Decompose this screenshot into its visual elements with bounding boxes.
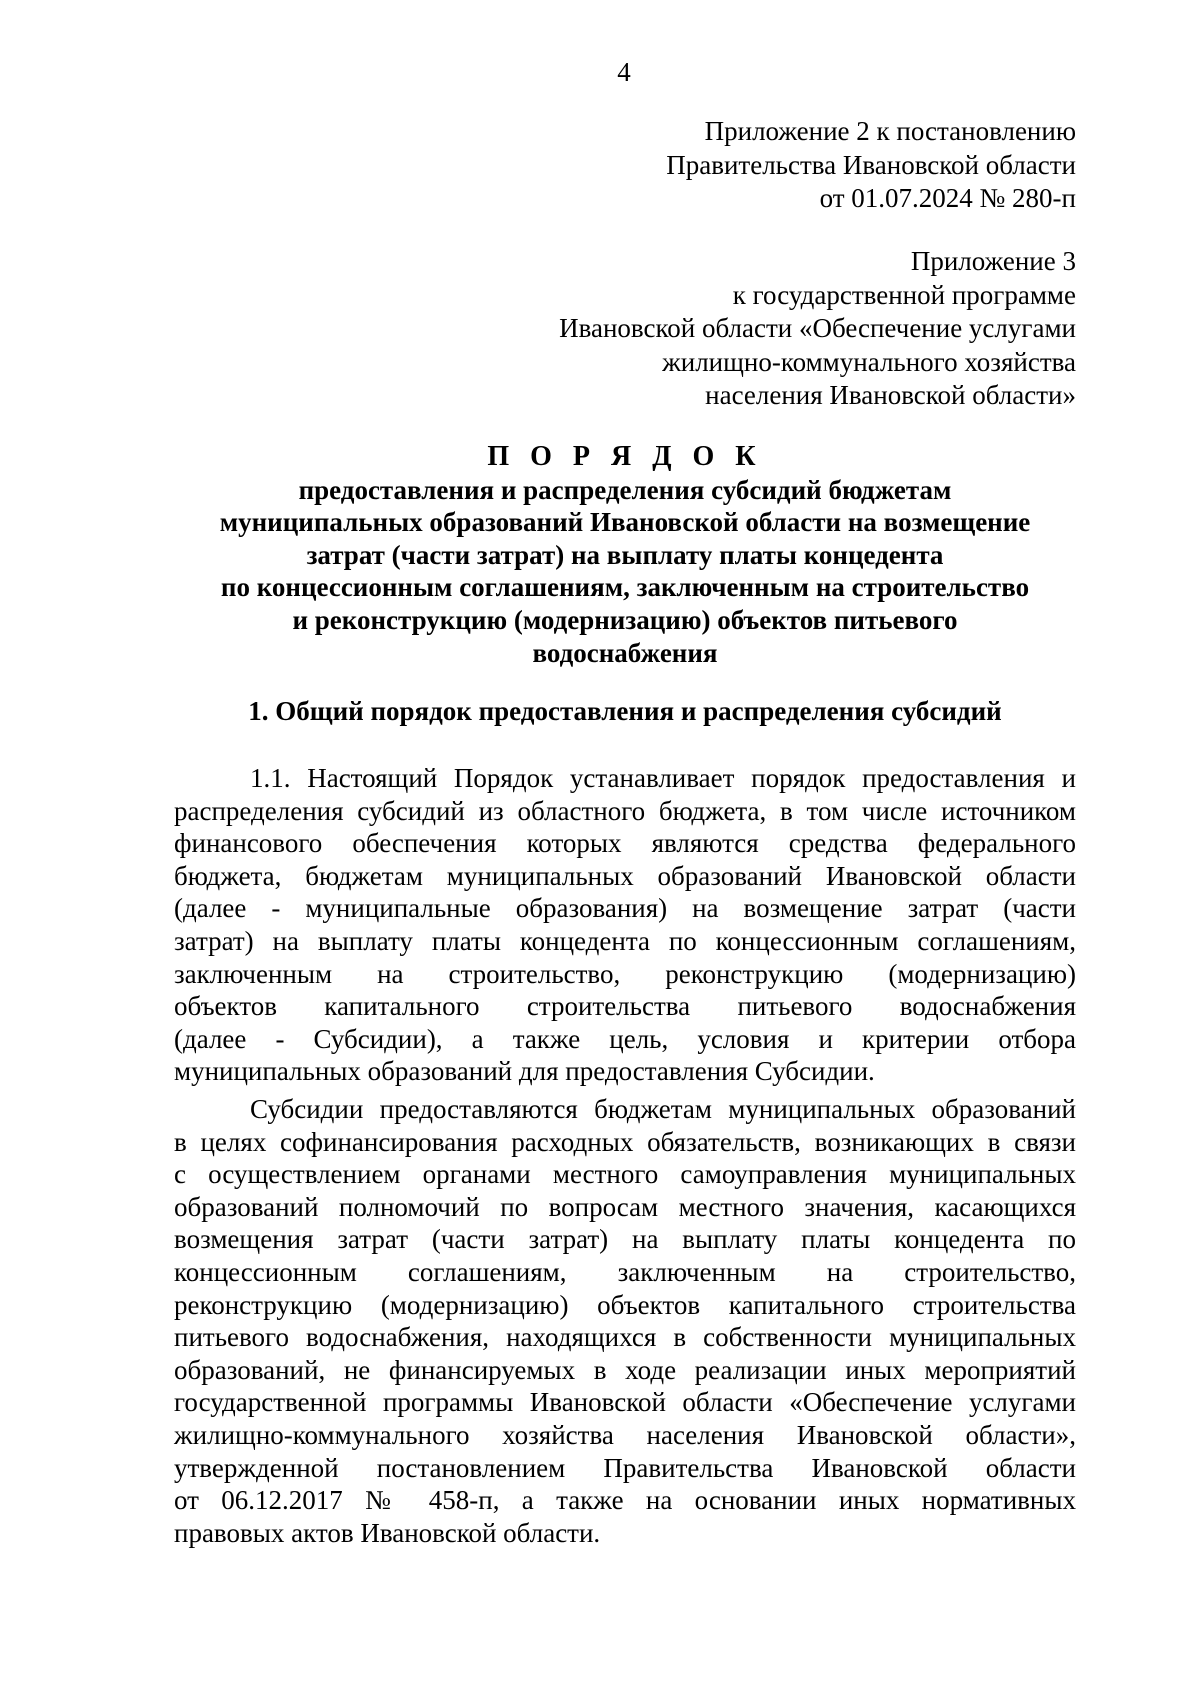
paragraph-line: питьевого водоснабжения, находящихся в собственности муниципальных [174,1322,1076,1353]
appendix-2-line: Ивановской области «Обеспечение услугами [559,313,1076,343]
appendix-reference-program [559,245,1076,413]
paragraph-line: заключенным на строительство, реконструкцию (модернизацию) [174,958,1076,989]
paragraph-line: бюджета, бюджетам муниципальных образований Ивановской области [174,860,1076,891]
appendix-1-line: Приложение 2 к постановлению [704,116,1076,146]
paragraph-line: государственной программы Ивановской области «Обеспечение услугами [174,1387,1076,1418]
paragraph-line: Субсидии предоставляются бюджетам муниципальных образований [250,1094,1076,1124]
paragraph-line: реконструкцию (модернизацию) объектов капитального строительства [174,1289,1076,1320]
title-subtitle-line: и реконструкцию (модернизацию) объектов питьевого [292,604,958,635]
appendix-1-line: от 01.07.2024 № 280-п [819,183,1076,213]
paragraph-line: финансового обеспечения которых являются средства федерального [174,828,1076,859]
paragraph-line: муниципальных образований для предоставления Субсидии. [174,1056,875,1087]
appendix-2-line: к государственной программе [732,279,1076,310]
paragraph-line: образований, не финансируемых в ходе реализации иных мероприятий [174,1354,1076,1385]
paragraph-line: от 06.12.2017 № 458-п, а также на основании иных нормативных [174,1485,1076,1516]
paragraph-line: (далее - Субсидии), а также цель, условия и критерии отбора [174,1023,1076,1054]
paragraph-line: распределения субсидий из областного бюджета, в том числе источником [174,795,1076,826]
paragraph-line: правовых актов Ивановской области. [174,1517,601,1548]
title-subtitle-line: предоставления и распределения субсидий бюджетам [298,474,952,505]
paragraph-line: образований полномочий по вопросам местного значения, касающихся [174,1191,1076,1222]
section-heading: 1. Общий порядок предоставления и распределения субсидий [248,696,1002,726]
paragraph-line: возмещения затрат (части затрат) на выплату платы концедента по [174,1224,1076,1255]
page-number: 4 [617,57,631,87]
appendix-2-line: жилищно-коммунального хозяйства [662,346,1076,377]
title-subtitle-line: затрат (части затрат) на выплату платы концедента [306,539,944,570]
title-subtitle-line: по концессионным соглашениям, заключенным на строительство [220,572,1030,603]
title-subtitle-line: муниципальных образований Ивановской области на возмещение [219,507,1031,538]
paragraph-line: затрат) на выплату платы концедента по концессионным соглашениям, [174,925,1076,956]
appendix-reference-resolution [666,115,1076,216]
paragraph-subsidies-purpose [174,1093,1076,1549]
title-subtitle-line: водоснабжения [532,637,718,668]
paragraph-line: 1.1. Настоящий Порядок устанавливает порядок предоставления и [250,763,1076,793]
appendix-1-line: Правительства Ивановской области [666,149,1076,180]
paragraph-line: концессионным соглашениям, заключенным на строительство, [174,1256,1076,1287]
paragraph-line: в целях софинансирования расходных обязательств, возникающих в связи [174,1126,1076,1157]
title-main: П О Р Я Д О К [487,441,763,472]
paragraph-line: утвержденной постановлением Правительства Ивановской области [174,1452,1076,1483]
paragraph-line: жилищно-коммунального хозяйства населения Ивановской области», [174,1419,1076,1450]
paragraph-line: объектов капитального строительства питьевого водоснабжения [174,991,1076,1022]
paragraph-line: (далее - муниципальные образования) на возмещение затрат (части [174,893,1076,924]
appendix-2-line: населения Ивановской области» [705,380,1076,410]
paragraph-line: с осуществлением органами местного самоуправления муниципальных [174,1159,1076,1190]
appendix-2-line: Приложение 3 [910,246,1076,276]
document-title [174,441,1076,669]
paragraph-1-1 [174,762,1076,1088]
